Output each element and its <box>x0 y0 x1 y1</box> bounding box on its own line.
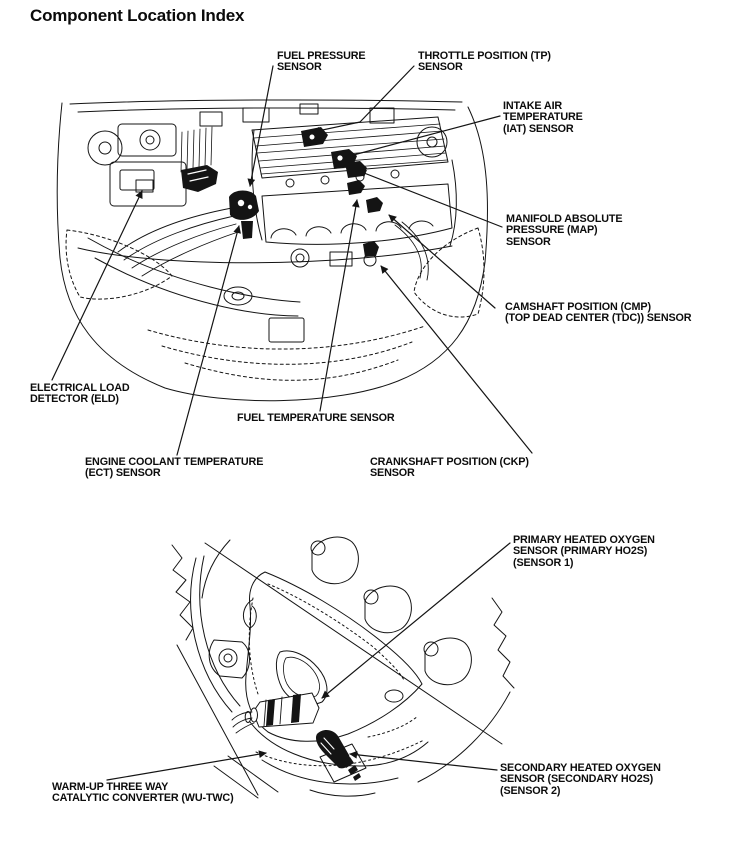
leader-secondary-ho2s <box>350 754 497 770</box>
label-line: PRIMARY HEATED OXYGEN <box>513 534 655 546</box>
primary-ho2s-part <box>232 693 319 733</box>
label-line: TEMPERATURE <box>503 111 583 124</box>
label-line: SENSOR (SECONDARY HO2S) <box>500 773 654 786</box>
fuel-pressure-sensor-part <box>229 190 259 219</box>
label-line: CATALYTIC CONVERTER (WU-TWC) <box>52 792 234 805</box>
label-line: SECONDARY HEATED OXYGEN <box>500 762 661 774</box>
label-line: (SENSOR 1) <box>513 556 574 569</box>
left-strut-tower <box>88 131 122 165</box>
torn-edge-right <box>492 598 514 688</box>
page-title: Component Location Index <box>30 6 245 25</box>
label-manifold-absolute-pressure-sensor <box>506 214 622 248</box>
air-cleaner-box <box>118 124 176 156</box>
label-line: SENSOR (PRIMARY HO2S) <box>513 545 648 558</box>
label-line: INTAKE AIR <box>503 100 563 112</box>
leader-ckp <box>381 266 532 453</box>
label-line: SENSOR <box>277 61 322 74</box>
label-camshaft-position-sensor <box>505 302 691 325</box>
intake-port-bumps <box>311 537 471 685</box>
label-line: THROTTLE POSITION (TP) <box>418 50 551 62</box>
label-line: (IAT) SENSOR <box>503 122 574 135</box>
leader-map <box>359 171 502 227</box>
right-headlight <box>414 228 484 317</box>
label-engine-coolant-temperature-sensor <box>85 457 263 480</box>
label-line: SENSOR <box>370 467 415 480</box>
torn-edge-left <box>172 545 193 640</box>
label-line: FUEL TEMPERATURE SENSOR <box>237 412 395 424</box>
label-line: (ECT) SENSOR <box>85 467 161 480</box>
label-line: ELECTRICAL LOAD <box>30 382 130 394</box>
cmp-sensor-part <box>366 197 383 213</box>
exhaust-drawing <box>107 537 514 798</box>
label-line: (TOP DEAD CENTER (TDC)) SENSOR <box>505 312 692 325</box>
label-line: DETECTOR (ELD) <box>30 393 119 406</box>
label-line: CAMSHAFT POSITION (CMP) <box>505 301 651 313</box>
label-primary-ho2s <box>513 535 655 569</box>
label-line: CRANKSHAFT POSITION (CKP) <box>370 456 529 468</box>
label-fuel-temperature-sensor <box>237 413 395 424</box>
label-line: SENSOR <box>418 61 463 74</box>
label-wu-twc <box>52 782 234 805</box>
mount-bracket <box>209 640 249 678</box>
label-electrical-load-detector <box>30 383 130 406</box>
label-throttle-position-sensor <box>418 51 551 74</box>
ckp-sensor-part <box>363 241 379 257</box>
leader-fuel-temp <box>320 200 357 411</box>
label-secondary-ho2s <box>500 763 661 797</box>
label-line: SENSOR <box>506 235 551 248</box>
leader-ect <box>177 226 239 455</box>
fuel-temperature-sensor-part <box>347 180 365 195</box>
label-line: MANIFOLD ABSOLUTE <box>506 213 623 225</box>
hose <box>191 558 232 712</box>
exhaust-leader-lines <box>107 543 510 780</box>
label-line: ENGINE COOLANT TEMPERATURE <box>85 456 264 468</box>
leader-cmp <box>389 215 495 308</box>
label-line: WARM-UP THREE WAY <box>52 781 169 793</box>
license-plate <box>269 318 304 342</box>
label-line: FUEL PRESSURE <box>277 50 366 62</box>
label-line: (SENSOR 2) <box>500 784 561 797</box>
secondary-ho2s-part <box>316 730 366 782</box>
label-line: PRESSURE (MAP) <box>506 224 598 237</box>
label-fuel-pressure-sensor <box>277 51 365 74</box>
fuse-box <box>110 162 186 206</box>
label-crankshaft-position-sensor <box>370 457 529 480</box>
label-intake-air-temperature-sensor <box>503 101 583 135</box>
